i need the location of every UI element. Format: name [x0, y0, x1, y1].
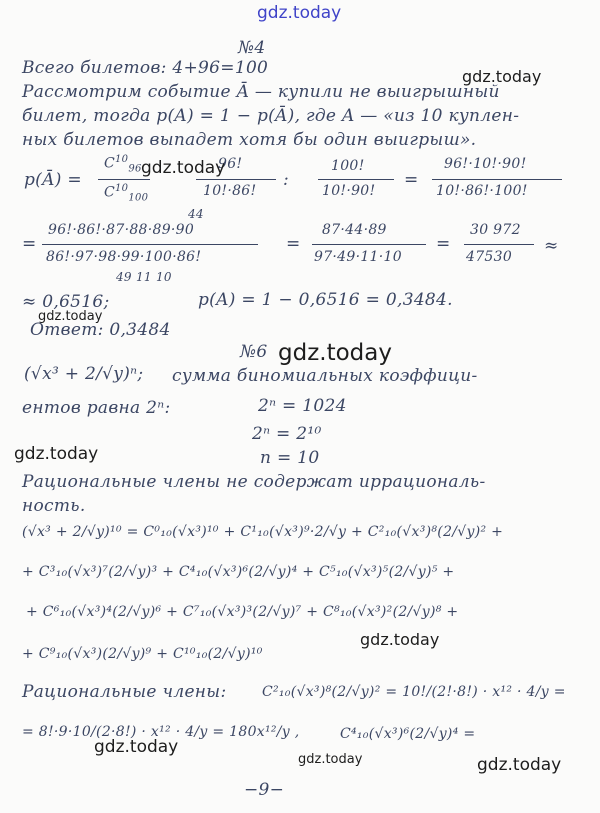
eq2-equals-2: = [286, 234, 301, 254]
expansion-line-4: + C⁹₁₀(√x³)(2/√y)⁹ + C¹⁰₁₀(2/√y)¹⁰ [22, 646, 263, 662]
eq1-c-numerator: 96!·10!·90! [444, 156, 527, 172]
problem-6-text-3: Рациональные члены не содержат иррациональ- [22, 472, 486, 492]
watermark: gdz.today [14, 444, 99, 464]
eq1-numerator: $C^{10}_{96}$ [104, 154, 142, 175]
eq2-c-frac-bar [464, 244, 534, 245]
eq1-frac-bar [98, 179, 150, 180]
final-equation-b: C⁴₁₀(√x³)⁶(2/√y)⁴ = [340, 726, 476, 742]
probability-a: p(A) = 1 − 0,6516 = 0,3484. [198, 290, 453, 310]
watermark: gdz.today [298, 752, 363, 767]
expansion-line-1: (√x³ + 2/√y)¹⁰ = C⁰₁₀(√x³)¹⁰ + C¹₁₀(√x³)⁹·2/√y + C²₁₀(√x³)⁸(2/√y)² + [22, 524, 504, 540]
watermark: gdz.today [94, 737, 179, 757]
watermark: gdz.today [278, 340, 392, 366]
watermark-top: gdz.today [257, 3, 342, 23]
eq-2n-2-10: 2ⁿ = 2¹⁰ [252, 424, 322, 444]
eq2-b-denominator: 97·49·11·10 [314, 249, 402, 265]
eq1-left: p(Ā) = [24, 170, 82, 190]
eq2-over: 44 [188, 207, 204, 221]
watermark: gdz.today [462, 67, 542, 86]
eq2-numerator: 96!·86!·87·88·89·90 [48, 222, 195, 238]
problem-6-expr: (√x³ + 2/√y)ⁿ; [24, 364, 144, 384]
approx-value: ≈ 0,6516; [22, 292, 110, 312]
eq2-c-numerator: 30 972 [470, 222, 521, 238]
eq2-frac-bar [42, 244, 258, 245]
eq2-denominator: 86!·97·98·99·100·86! [46, 249, 202, 265]
problem-6-text-4: ность. [22, 496, 86, 516]
eq1-b-frac-bar [318, 179, 394, 180]
eq2-approx: ≈ [544, 236, 559, 256]
eq1-mid-denominator: 10!·86! [203, 183, 257, 199]
problem-4-number: №4 [238, 38, 266, 58]
eq1-equals: = [404, 170, 419, 190]
problem-4-line-1: Всего билетов: 4+96=100 [22, 58, 269, 78]
eq2-b-frac-bar [312, 244, 426, 245]
watermark: gdz.today [360, 630, 440, 649]
eq-n-10: n = 10 [260, 448, 320, 468]
eq1-c-denominator: 10!·86!·100! [436, 183, 528, 199]
eq2-equals-3: = [436, 234, 451, 254]
rational-equation: C²₁₀(√x³)⁸(2/√y)² = 10!/(2!·8!) · x¹² · 4/y = [262, 684, 566, 700]
problem-6-text-2: ентов равна 2ⁿ: [22, 398, 171, 418]
problem-4-line-3: билет, тогда p(A) = 1 − p(Ā), где A — «из 10 куплен- [22, 106, 520, 126]
answer-4: Ответ: 0,3484 [30, 320, 171, 340]
eq1-div: : [283, 170, 290, 190]
eq1-b-numerator: 100! [331, 158, 365, 174]
eq1-mid-frac-bar [196, 179, 276, 180]
eq2-c-denominator: 47530 [466, 249, 513, 265]
watermark: gdz.today [477, 755, 562, 775]
expansion-line-2: + C³₁₀(√x³)⁷(2/√y)³ + C⁴₁₀(√x³)⁶(2/√y)⁴ + C⁵₁₀(√x³)⁵(2/√y)⁵ + [22, 564, 455, 580]
eq2-equals: = [22, 234, 37, 254]
rational-label: Рациональные члены: [22, 682, 227, 702]
problem-6-number: №6 [240, 342, 268, 362]
eq2-under: 49 11 10 [116, 270, 172, 284]
eq2-b-numerator: 87·44·89 [322, 222, 387, 238]
problem-4-line-4: ных билетов выпадет хотя бы один выигрыш». [22, 130, 477, 150]
expansion-line-3: + C⁶₁₀(√x³)⁴(2/√y)⁶ + C⁷₁₀(√x³)³(2/√y)⁷ + C⁸₁₀(√x³)²(2/√y)⁸ + [26, 604, 459, 620]
problem-6-text-1: сумма биномиальных коэффици- [172, 366, 478, 386]
final-equation: = 8!·9·10/(2·8!) · x¹² · 4/y = 180x¹²/y , [22, 724, 300, 740]
watermark: gdz.today [141, 158, 226, 178]
eq1-c-frac-bar [432, 179, 562, 180]
eq1-denominator: $C^{10}_{100}$ [104, 183, 149, 204]
eq-2n-1024: 2ⁿ = 1024 [258, 396, 347, 416]
eq1-b-denominator: 10!·90! [322, 183, 376, 199]
eq1-mid-numerator: 96! [218, 156, 243, 172]
watermark: gdz.today [38, 309, 103, 324]
problem-4-line-2: Рассмотрим событие Ā — купили не выигрышный [22, 82, 500, 102]
page-number: −9− [244, 780, 285, 800]
